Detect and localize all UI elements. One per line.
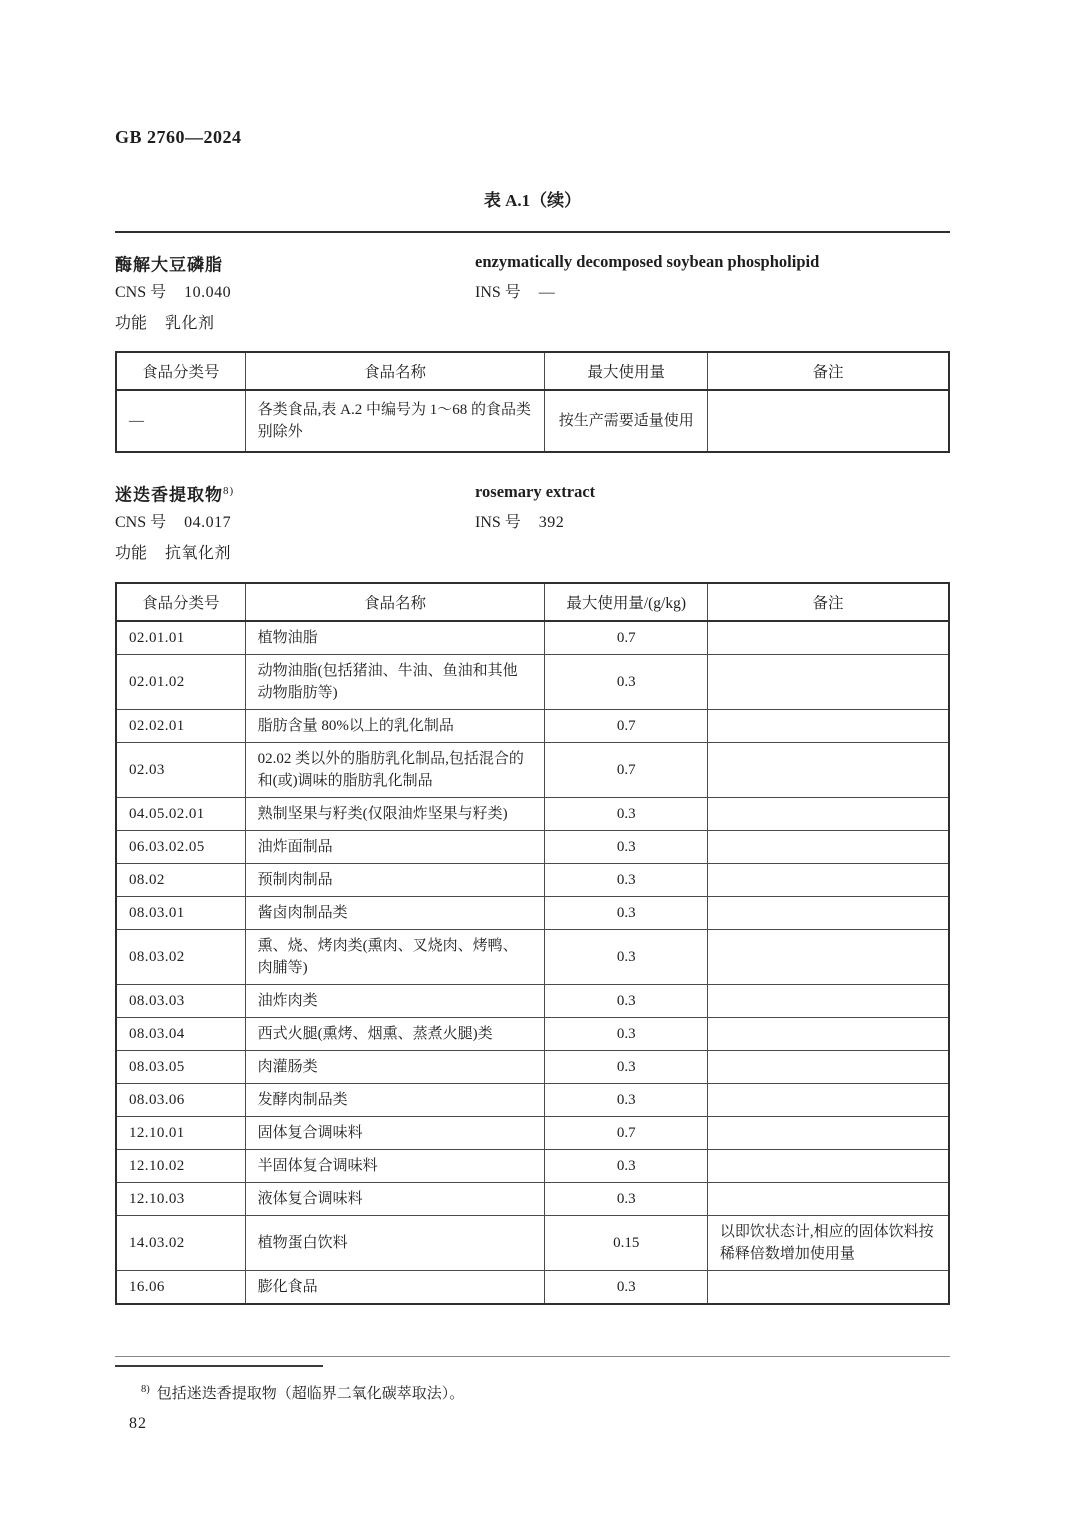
remark-value	[707, 621, 949, 655]
remark-value: 以即饮状态计,相应的固体饮料按稀释倍数增加使用量	[707, 1216, 949, 1271]
food-name: 酱卤肉制品类	[245, 897, 545, 930]
table-a1-title: 表 A.1（续）	[483, 191, 582, 210]
col-header-food-name: 食品名称	[245, 583, 545, 621]
usage-table-2	[115, 582, 950, 1305]
ins-row	[475, 507, 950, 538]
food-category-code: 02.02.01	[116, 710, 245, 743]
table-row	[116, 1216, 949, 1271]
usage-table-1-header-row	[116, 352, 949, 390]
food-category-code: 12.10.02	[116, 1150, 245, 1183]
max-usage-value: 0.3	[545, 1018, 707, 1051]
food-category-code: 08.03.02	[116, 930, 245, 985]
additive-name-zh	[115, 476, 475, 507]
usage-table-1-body	[116, 390, 949, 452]
food-name: 熏、烧、烤肉类(熏肉、叉烧肉、烤鸭、肉脯等)	[245, 930, 545, 985]
footnote-separator-rule	[115, 1365, 323, 1367]
table-row	[116, 743, 949, 798]
table-row	[116, 1271, 949, 1305]
col-header-max-usage: 最大使用量/(g/kg)	[545, 583, 707, 621]
food-category-code: 08.03.05	[116, 1051, 245, 1084]
function-label: 功能	[115, 545, 148, 562]
food-category-code: 14.03.02	[116, 1216, 245, 1271]
table-row	[116, 710, 949, 743]
page-number: 82	[129, 1415, 147, 1432]
table-row	[116, 1084, 949, 1117]
max-usage-value: 0.3	[545, 985, 707, 1018]
remark-value	[707, 1271, 949, 1305]
function-row	[115, 538, 475, 569]
remark-value	[707, 897, 949, 930]
table-row	[116, 798, 949, 831]
col-header-food-category-code: 食品分类号	[116, 583, 245, 621]
remark-value	[707, 1150, 949, 1183]
max-usage-value: 0.7	[545, 743, 707, 798]
max-usage-value: 0.3	[545, 1183, 707, 1216]
cns-row	[115, 277, 475, 308]
remark-value	[707, 710, 949, 743]
spacer	[475, 308, 950, 339]
table-row	[116, 930, 949, 985]
table-row	[116, 897, 949, 930]
food-category-code: 02.03	[116, 743, 245, 798]
food-category-code: 08.03.06	[116, 1084, 245, 1117]
col-header-remark: 备注	[707, 352, 949, 390]
ins-value: —	[538, 284, 556, 301]
table-row	[116, 864, 949, 897]
remark-value	[707, 1018, 949, 1051]
additive-name-zh	[115, 246, 475, 277]
ins-row	[475, 277, 950, 308]
food-name: 各类食品,表 A.2 中编号为 1～68 的食品类别除外	[245, 390, 545, 452]
table-row	[116, 1117, 949, 1150]
col-header-food-name: 食品名称	[245, 352, 545, 390]
table-row	[116, 985, 949, 1018]
max-usage-value: 0.3	[545, 1271, 707, 1305]
max-usage-value: 0.3	[545, 897, 707, 930]
additive-name-en: enzymatically decomposed soybean phospholipid	[475, 252, 820, 271]
max-usage-value: 0.3	[545, 1051, 707, 1084]
max-usage-value: 0.7	[545, 1117, 707, 1150]
remark-value	[707, 1051, 949, 1084]
food-category-code: 16.06	[116, 1271, 245, 1305]
remark-value	[707, 655, 949, 710]
food-name: 熟制坚果与籽类(仅限油炸坚果与籽类)	[245, 798, 545, 831]
max-usage-value: 0.3	[545, 864, 707, 897]
food-name: 脂肪含量 80%以上的乳化制品	[245, 710, 545, 743]
table-row	[116, 1051, 949, 1084]
max-usage-value: 0.7	[545, 621, 707, 655]
food-name: 植物油脂	[245, 621, 545, 655]
table-row	[116, 1018, 949, 1051]
cns-label: CNS 号	[115, 514, 167, 531]
food-name: 油炸肉类	[245, 985, 545, 1018]
food-category-code: 12.10.03	[116, 1183, 245, 1216]
cns-value: 04.017	[184, 514, 232, 531]
additive-name-footnote-ref: 8)	[223, 485, 235, 497]
max-usage-value: 0.3	[545, 1084, 707, 1117]
max-usage-value: 0.3	[545, 930, 707, 985]
table-row	[116, 390, 949, 452]
additive-name-en: rosemary extract	[475, 482, 596, 501]
footnote-text: 包括迷迭香提取物（超临界二氧化碳萃取法）。	[156, 1386, 465, 1402]
remark-value	[707, 1117, 949, 1150]
table-row	[116, 831, 949, 864]
additive-entry-header-1	[115, 246, 950, 339]
food-name: 发酵肉制品类	[245, 1084, 545, 1117]
footnote	[115, 1382, 950, 1403]
table-row	[116, 1150, 949, 1183]
usage-table-2-body	[116, 621, 949, 1304]
ins-label: INS 号	[475, 284, 521, 301]
remark-value	[707, 831, 949, 864]
food-category-code: 12.10.01	[116, 1117, 245, 1150]
food-category-code: —	[116, 390, 245, 452]
max-usage-value: 0.15	[545, 1216, 707, 1271]
cns-label: CNS 号	[115, 284, 167, 301]
cns-row	[115, 507, 475, 538]
spacer	[475, 538, 950, 569]
food-name: 动物油脂(包括猪油、牛油、鱼油和其他动物脂肪等)	[245, 655, 545, 710]
food-category-code: 08.03.03	[116, 985, 245, 1018]
food-category-code: 02.01.01	[116, 621, 245, 655]
food-name: 固体复合调味料	[245, 1117, 545, 1150]
col-header-max-usage: 最大使用量	[545, 352, 707, 390]
food-category-code: 08.03.04	[116, 1018, 245, 1051]
usage-table-2-header-row	[116, 583, 949, 621]
max-usage-value: 0.3	[545, 798, 707, 831]
max-usage-value: 0.7	[545, 710, 707, 743]
col-header-remark: 备注	[707, 583, 949, 621]
usage-table-1	[115, 351, 950, 453]
remark-value	[707, 1183, 949, 1216]
food-name: 油炸面制品	[245, 831, 545, 864]
food-category-code: 04.05.02.01	[116, 798, 245, 831]
food-category-code: 02.01.02	[116, 655, 245, 710]
col-header-food-category-code: 食品分类号	[116, 352, 245, 390]
food-category-code: 08.03.01	[116, 897, 245, 930]
remark-value	[707, 985, 949, 1018]
function-label: 功能	[115, 315, 148, 332]
additive-name-zh-text: 酶解大豆磷脂	[115, 255, 223, 275]
page-bottom-rule	[115, 1356, 950, 1357]
max-usage-value: 0.3	[545, 655, 707, 710]
remark-value	[707, 930, 949, 985]
max-usage-value: 按生产需要适量使用	[545, 390, 707, 452]
cns-value: 10.040	[184, 284, 232, 301]
ins-label: INS 号	[475, 514, 521, 531]
max-usage-value: 0.3	[545, 1150, 707, 1183]
food-name: 液体复合调味料	[245, 1183, 545, 1216]
remark-value	[707, 1084, 949, 1117]
function-row	[115, 308, 475, 339]
table-row	[116, 621, 949, 655]
table-row	[116, 655, 949, 710]
food-category-code: 08.02	[116, 864, 245, 897]
food-name: 预制肉制品	[245, 864, 545, 897]
food-name: 半固体复合调味料	[245, 1150, 545, 1183]
additive-name-zh-text: 迷迭香提取物	[115, 485, 223, 505]
food-name: 膨化食品	[245, 1271, 545, 1305]
function-value: 乳化剂	[165, 315, 215, 332]
remark-value	[707, 798, 949, 831]
remark-value	[707, 390, 949, 452]
function-value: 抗氧化剂	[165, 545, 232, 562]
document-code: GB 2760—2024	[115, 127, 242, 147]
title-rule	[115, 231, 950, 233]
food-name: 植物蛋白饮料	[245, 1216, 545, 1271]
footnote-marker: 8)	[141, 1384, 150, 1395]
food-category-code: 06.03.02.05	[116, 831, 245, 864]
remark-value	[707, 864, 949, 897]
food-name: 西式火腿(熏烤、烟熏、蒸煮火腿)类	[245, 1018, 545, 1051]
food-name: 02.02 类以外的脂肪乳化制品,包括混合的和(或)调味的脂肪乳化制品	[245, 743, 545, 798]
max-usage-value: 0.3	[545, 831, 707, 864]
remark-value	[707, 743, 949, 798]
table-row	[116, 1183, 949, 1216]
ins-value: 392	[538, 514, 565, 531]
food-name: 肉灌肠类	[245, 1051, 545, 1084]
additive-entry-header-2	[115, 476, 950, 569]
